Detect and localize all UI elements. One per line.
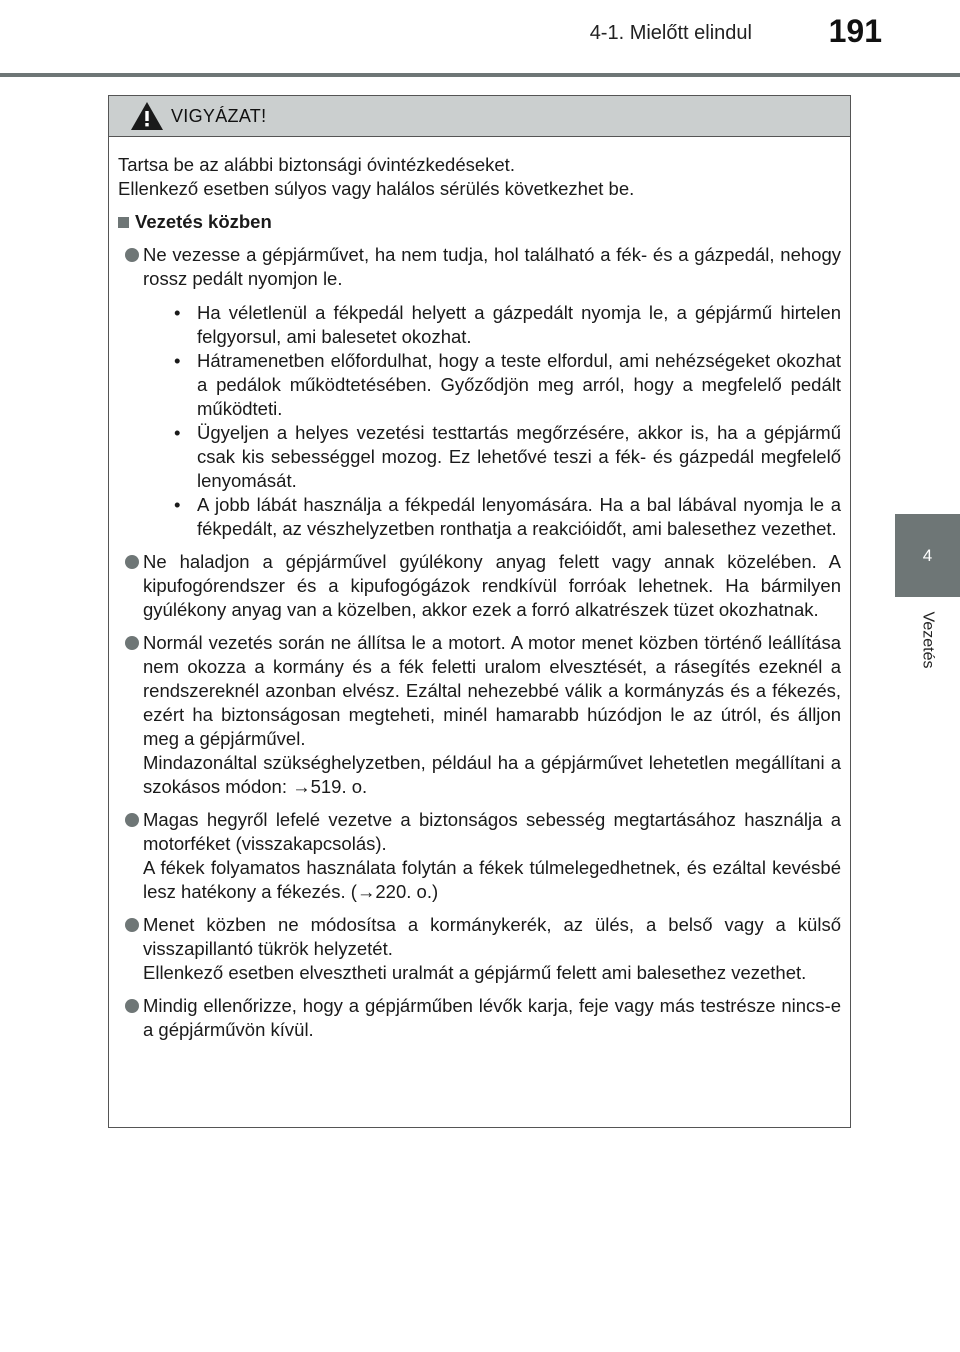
circle-bullet-icon	[125, 918, 139, 932]
intro-line: Tartsa be az alábbi biztonsági óvintézkedéseket.	[118, 154, 515, 175]
page-number: 191	[828, 13, 882, 49]
dot-bullet-icon: •	[174, 350, 181, 371]
circle-bullet-icon	[125, 813, 139, 827]
item-text: Menet közben ne módosítsa a kormánykerék, az ülés, a belső vagy a külső visszapillantó tükrök helyzetét.	[143, 914, 841, 959]
sub-item-text: A jobb lábát használja a fékpedál lenyomására. Ha a bal lábával nyomja le a fékpedált, az vészhelyzetben ronthatja a reakcióidőt, ami balesethez vezethet.	[197, 494, 841, 539]
sub-list-item	[166, 493, 841, 541]
sub-item-text: Hátramenetben előfordulhat, hogy a teste elfordul, ami nehézségeket okozhat a pedálok működtetésében. Győződjön meg arról, hogy a megfelelő pedált működteti.	[197, 350, 841, 419]
item-text: Mindig ellenőrizze, hogy a gépjárműben lévők karja, feje vagy más testrésze nincs-e a gépjárművön kívül.	[143, 995, 841, 1040]
caution-header	[109, 96, 850, 137]
circle-bullet-icon	[125, 555, 139, 569]
item-text-continuation: Ellenkező esetben elvesztheti uralmát a gépjármű felett ami balesethez vezethet.	[143, 962, 807, 983]
warning-triangle-icon	[129, 100, 165, 132]
chapter-tab[interactable]	[895, 514, 960, 597]
item-text-continuation: Mindazonáltal szükséghelyzetben, például ha a gépjárművet lehetetlen megállítani a szokásos módon: →519. o.	[143, 752, 841, 797]
dot-bullet-icon: •	[174, 422, 181, 443]
sub-list-item	[166, 421, 841, 493]
list-item	[118, 243, 841, 541]
dot-bullet-icon: •	[174, 494, 181, 515]
chapter-label-container	[895, 597, 960, 683]
item-text: Ne haladjon a gépjárművel gyúlékony anyag felett vagy annak közelében. A kipufogórendszer és a kipufogógázok rendkívül forróak lehetnek. Ha bármilyen gyúlékony anyag van a közelben, akkor ezek a forró alkatrészek tüzet okozhatnak.	[143, 551, 841, 620]
item-text: Ne vezesse a gépjárművet, ha nem tudja, hol található a fék- és a gázpedál, nehogy rossz pedált nyomjon le.	[143, 244, 841, 289]
section-heading	[118, 210, 841, 234]
item-text: Magas hegyről lefelé vezetve a biztonságos sebesség megtartásához használja a motorféket (visszakapcsolás).	[143, 809, 841, 854]
section-heading-text: Vezetés közben	[135, 211, 272, 232]
intro-line: Ellenkező esetben súlyos vagy halálos sérülés következhet be.	[118, 178, 635, 199]
dot-bullet-icon: •	[174, 302, 181, 323]
list-item	[118, 994, 841, 1042]
sub-item-text: Ha véletlenül a fékpedál helyett a gázpedált nyomja le, a gépjármű hirtelen felgyorsul, ami balesetet okozhat.	[197, 302, 841, 347]
list-item	[118, 808, 841, 904]
circle-bullet-icon	[125, 999, 139, 1013]
chapter-number: 4	[922, 545, 933, 565]
sub-list-item	[166, 301, 841, 349]
caution-box	[108, 95, 851, 1128]
caution-body	[109, 137, 850, 1042]
caution-title: VIGYÁZAT!	[171, 105, 267, 126]
item-text: Normál vezetés során ne állítsa le a motort. A motor menet közben történő leállítása nem okozza a kormány és a fék feletti uralom elvesztését, a rásegítés ezeknél a rendszereknél azonban elvész. Ezáltal nehezebbé válik a kormányzás és a fékezés, ezért ha biztonságosan megteheti, minél hamarabb húzódjon le az útról, és álljon meg a gépjárművel.	[143, 632, 841, 749]
circle-bullet-icon	[125, 636, 139, 650]
header-section-title: 4-1. Mielőtt elindul	[589, 22, 752, 44]
list-item	[118, 913, 841, 985]
item-text-continuation: A fékek folyamatos használata folytán a fékek túlmelegedhetnek, és ezáltal kevésbé lesz hatékony a fékezés. (→220. o.)	[143, 857, 841, 902]
list-item	[118, 550, 841, 622]
circle-bullet-icon	[125, 248, 139, 262]
sub-list	[143, 301, 841, 541]
square-bullet-icon	[118, 217, 129, 228]
chapter-label: Vezetés	[919, 611, 937, 669]
sub-item-text: Ügyeljen a helyes vezetési testtartás megőrzésére, akkor is, ha a gépjármű csak kis sebességgel mozog. Ez lehetővé teszi a fék- és gázpedál megfelelő lenyomását.	[197, 422, 841, 491]
header-rule	[0, 73, 960, 77]
list-item	[118, 631, 841, 799]
sub-list-item	[166, 349, 841, 421]
